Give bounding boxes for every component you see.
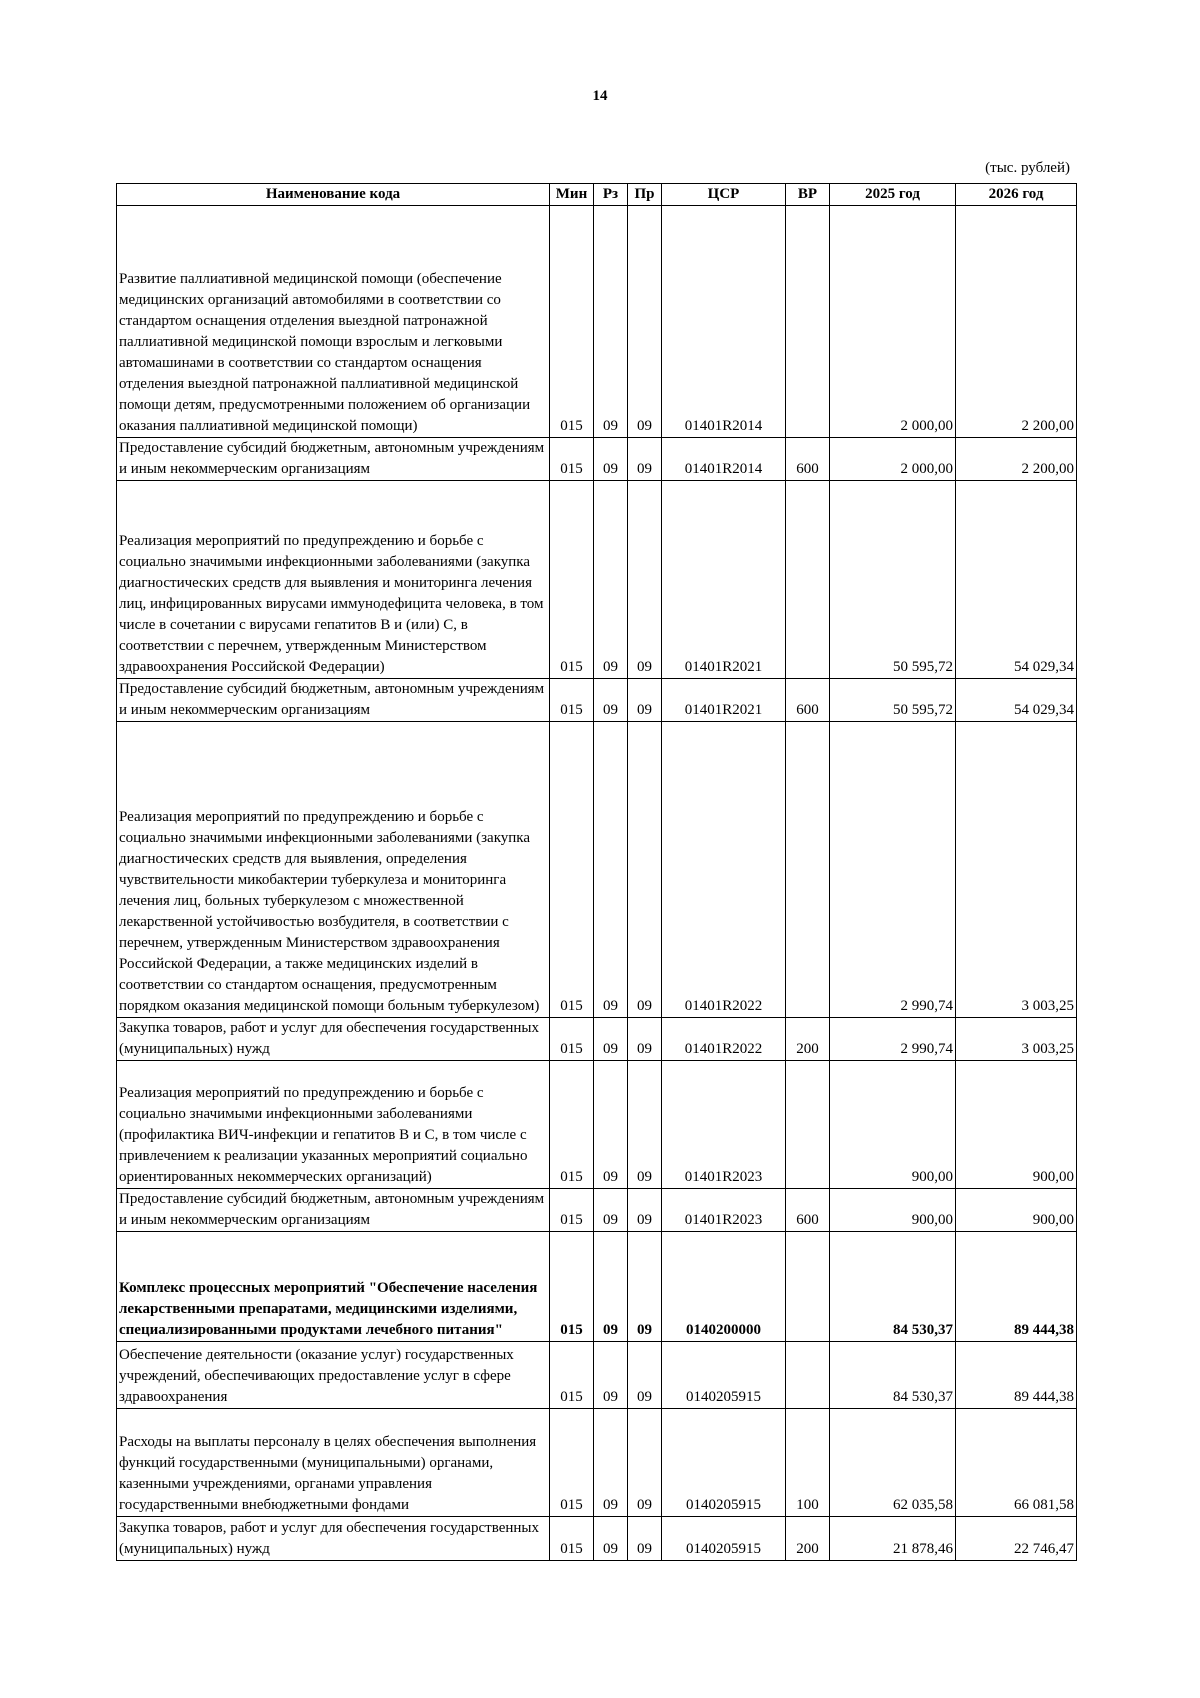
row-vr (786, 722, 830, 1018)
row-2026: 3 003,25 (956, 722, 1077, 1018)
row-pr: 09 (628, 438, 662, 481)
row-2025: 900,00 (830, 1189, 956, 1232)
row-name: Реализация мероприятий по предупреждению и борьбе с социально значимыми инфекционными заболеваниями (профилактика ВИЧ-инфекции и гепатитов В и С, в том числе с привлечением к реализации указанных мероприятий социально ориентированных некоммерческих организаций) (117, 1061, 550, 1189)
row-min: 015 (550, 1061, 594, 1189)
row-pr: 09 (628, 1409, 662, 1517)
table-row (117, 1409, 1077, 1517)
row-2025: 84 530,37 (830, 1232, 956, 1342)
row-pr: 09 (628, 1061, 662, 1189)
row-rz: 09 (594, 438, 628, 481)
row-name: Обеспечение деятельности (оказание услуг) государственных учреждений, обеспечивающих предоставление услуг в сфере здравоохранения (117, 1342, 550, 1409)
row-min: 015 (550, 722, 594, 1018)
table-row (117, 1342, 1077, 1409)
row-2026: 89 444,38 (956, 1342, 1077, 1409)
row-min: 015 (550, 1409, 594, 1517)
row-pr: 09 (628, 722, 662, 1018)
row-vr: 600 (786, 679, 830, 722)
row-2025: 2 990,74 (830, 1018, 956, 1061)
row-vr: 200 (786, 1018, 830, 1061)
row-2025: 50 595,72 (830, 679, 956, 722)
row-2026: 66 081,58 (956, 1409, 1077, 1517)
header-name: Наименование кода (117, 184, 550, 206)
row-csr: 01401R2023 (662, 1189, 786, 1232)
row-name: Развитие паллиативной медицинской помощи (обеспечение медицинских организаций автомобилями в соответствии со стандартом оснащения отделения выездной патронажной паллиативной медицинской помощи взрослым и легковыми автомашинами в соответствии со стандартом оснащения отделения выездной патронажной паллиативной медицинской помощи детям, предусмотренными положением об организации оказания паллиативной медицинской помощи) (117, 206, 550, 438)
row-csr: 0140205915 (662, 1517, 786, 1561)
row-name: Предоставление субсидий бюджетным, автономным учреждениям и иным некоммерческим организациям (117, 438, 550, 481)
row-rz: 09 (594, 1409, 628, 1517)
row-min: 015 (550, 1517, 594, 1561)
table-header-row (117, 184, 1077, 206)
row-csr: 01401R2021 (662, 679, 786, 722)
row-name: Расходы на выплаты персоналу в целях обеспечения выполнения функций государственными (муниципальными) органами, казенными учреждениями, органами управления государственными внебюджетными фондами (117, 1409, 550, 1517)
row-2025: 2 000,00 (830, 206, 956, 438)
table-row (117, 679, 1077, 722)
row-2025: 900,00 (830, 1061, 956, 1189)
row-min: 015 (550, 1232, 594, 1342)
page-number: 14 (592, 88, 608, 104)
row-vr (786, 1342, 830, 1409)
row-csr: 0140205915 (662, 1342, 786, 1409)
row-min: 015 (550, 1018, 594, 1061)
header-2026: 2026 год (956, 184, 1077, 206)
row-2026: 89 444,38 (956, 1232, 1077, 1342)
row-2026: 54 029,34 (956, 679, 1077, 722)
header-min: Мин (550, 184, 594, 206)
row-vr (786, 481, 830, 679)
row-2026: 3 003,25 (956, 1018, 1077, 1061)
row-csr: 0140200000 (662, 1232, 786, 1342)
table-row (117, 1061, 1077, 1189)
row-rz: 09 (594, 1342, 628, 1409)
row-pr: 09 (628, 1189, 662, 1232)
row-2026: 2 200,00 (956, 438, 1077, 481)
units-label: (тыс. рублей) (985, 160, 1070, 176)
row-2026: 22 746,47 (956, 1517, 1077, 1561)
row-2025: 84 530,37 (830, 1342, 956, 1409)
table-row (117, 438, 1077, 481)
row-rz: 09 (594, 1232, 628, 1342)
table-row (117, 1018, 1077, 1061)
table-row (117, 481, 1077, 679)
row-min: 015 (550, 206, 594, 438)
row-vr: 100 (786, 1409, 830, 1517)
row-rz: 09 (594, 206, 628, 438)
row-vr: 600 (786, 438, 830, 481)
row-pr: 09 (628, 679, 662, 722)
row-csr: 01401R2023 (662, 1061, 786, 1189)
row-2025: 21 878,46 (830, 1517, 956, 1561)
row-2026: 54 029,34 (956, 481, 1077, 679)
row-pr: 09 (628, 206, 662, 438)
row-rz: 09 (594, 1018, 628, 1061)
row-2025: 2 000,00 (830, 438, 956, 481)
row-rz: 09 (594, 1061, 628, 1189)
row-min: 015 (550, 1342, 594, 1409)
table-row (117, 206, 1077, 438)
header-pr: Пр (628, 184, 662, 206)
row-vr (786, 206, 830, 438)
table-row (117, 1517, 1077, 1561)
row-pr: 09 (628, 1342, 662, 1409)
row-2026: 900,00 (956, 1189, 1077, 1232)
row-rz: 09 (594, 722, 628, 1018)
row-pr: 09 (628, 1517, 662, 1561)
table-row (117, 1232, 1077, 1342)
header-2025: 2025 год (830, 184, 956, 206)
budget-table (116, 183, 1077, 1561)
row-name: Предоставление субсидий бюджетным, автономным учреждениям и иным некоммерческим организациям (117, 1189, 550, 1232)
row-2025: 2 990,74 (830, 722, 956, 1018)
row-csr: 01401R2014 (662, 438, 786, 481)
row-csr: 01401R2022 (662, 1018, 786, 1061)
row-rz: 09 (594, 1189, 628, 1232)
row-vr (786, 1061, 830, 1189)
row-csr: 01401R2021 (662, 481, 786, 679)
row-min: 015 (550, 481, 594, 679)
row-2025: 62 035,58 (830, 1409, 956, 1517)
row-name: Реализация мероприятий по предупреждению и борьбе с социально значимыми инфекционными заболеваниями (закупка диагностических средств для выявления, определения чувствительности микобактерии туберкулеза и мониторинга лечения лиц, больных туберкулезом с множественной лекарственной устойчивостью возбудителя, в соответствии с перечнем, утвержденным Министерством здравоохранения Российской Федерации, а также медицинских изделий в соответствии со стандартом оснащения, предусмотренным порядком оказания медицинской помощи больным туберкулезом) (117, 722, 550, 1018)
row-name: Предоставление субсидий бюджетным, автономным учреждениям и иным некоммерческим организациям (117, 679, 550, 722)
header-rz: Рз (594, 184, 628, 206)
table-row (117, 722, 1077, 1018)
table-row (117, 1189, 1077, 1232)
row-vr: 200 (786, 1517, 830, 1561)
row-rz: 09 (594, 1517, 628, 1561)
row-vr: 600 (786, 1189, 830, 1232)
row-rz: 09 (594, 481, 628, 679)
row-2025: 50 595,72 (830, 481, 956, 679)
row-csr: 01401R2022 (662, 722, 786, 1018)
row-pr: 09 (628, 1018, 662, 1061)
row-csr: 0140205915 (662, 1409, 786, 1517)
row-pr: 09 (628, 1232, 662, 1342)
row-name: Закупка товаров, работ и услуг для обеспечения государственных (муниципальных) нужд (117, 1018, 550, 1061)
row-min: 015 (550, 1189, 594, 1232)
row-name: Закупка товаров, работ и услуг для обеспечения государственных (муниципальных) нужд (117, 1517, 550, 1561)
row-name: Комплекс процессных мероприятий "Обеспечение населения лекарственными препаратами, медицинскими изделиями, специализированными продуктами лечебного питания" (117, 1232, 550, 1342)
header-csr: ЦСР (662, 184, 786, 206)
row-min: 015 (550, 438, 594, 481)
row-pr: 09 (628, 481, 662, 679)
row-2026: 2 200,00 (956, 206, 1077, 438)
row-csr: 01401R2014 (662, 206, 786, 438)
row-rz: 09 (594, 679, 628, 722)
header-vr: ВР (786, 184, 830, 206)
row-min: 015 (550, 679, 594, 722)
row-2026: 900,00 (956, 1061, 1077, 1189)
row-name: Реализация мероприятий по предупреждению и борьбе с социально значимыми инфекционными заболеваниями (закупка диагностических средств для выявления и мониторинга лечения лиц, инфицированных вирусами иммунодефицита человека, в том числе в сочетании с вирусами гепатитов В и (или) С, в соответствии с перечнем, утвержденным Министерством здравоохранения Российской Федерации) (117, 481, 550, 679)
row-vr (786, 1232, 830, 1342)
